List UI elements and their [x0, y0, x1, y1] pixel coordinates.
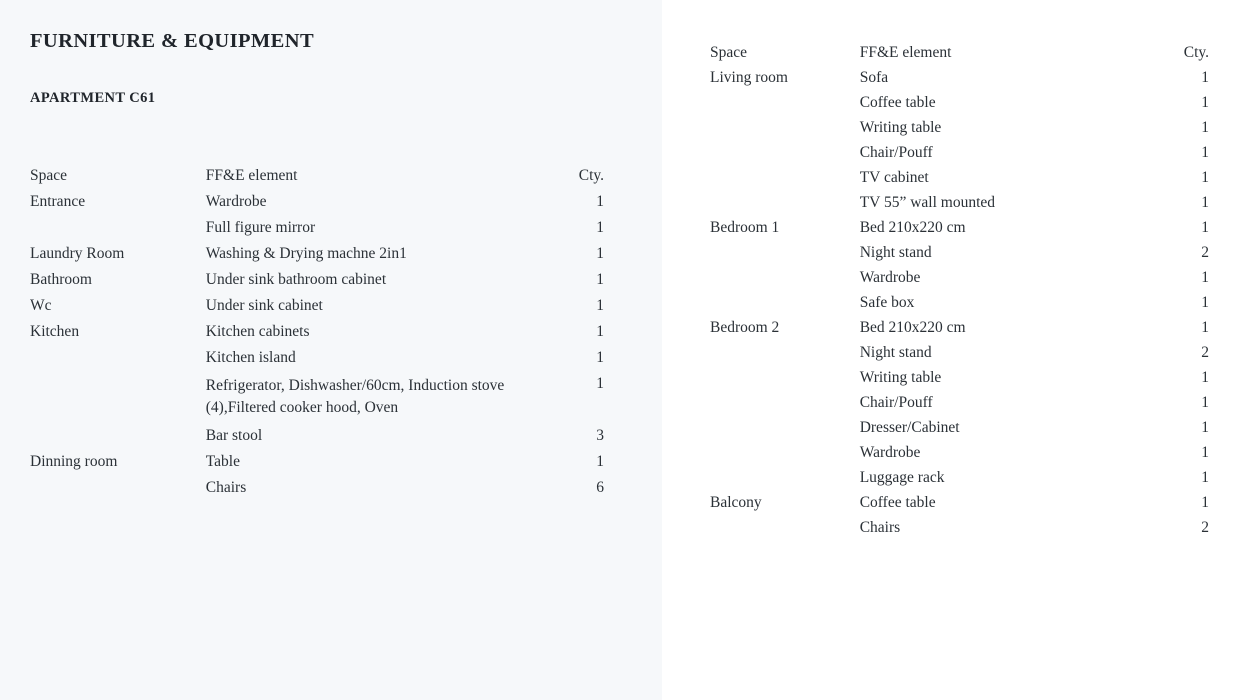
- table-row: [30, 349, 632, 375]
- cell-space: Kitchen: [30, 323, 80, 340]
- cell-space: [710, 444, 860, 469]
- cell-element: Full figure mirror: [205, 219, 316, 236]
- cell-qty: 6: [596, 479, 604, 496]
- cell-space: [30, 349, 206, 375]
- table-row: [710, 94, 1209, 119]
- cell-element: Coffee table: [859, 494, 936, 511]
- cell-element: Wardrobe: [205, 193, 267, 210]
- cell-space: [30, 427, 206, 453]
- cell-element: Refrigerator, Dishwasher/60cm, Induction stove (4),Filtered cooker hood, Oven: [205, 377, 505, 416]
- cell-space: [710, 469, 860, 494]
- table-row: [710, 269, 1209, 294]
- cell-qty: 1: [1201, 419, 1209, 436]
- cell-element: Kitchen island: [205, 349, 296, 366]
- column-header-qty: Cty.: [1183, 44, 1209, 61]
- cell-space: [710, 194, 860, 219]
- cell-qty: 1: [1201, 169, 1209, 186]
- cell-qty: 1: [596, 219, 604, 236]
- cell-space: Dinning room: [30, 453, 118, 470]
- cell-space: Living room: [710, 69, 788, 86]
- table-row: [30, 375, 632, 427]
- table-row: [710, 319, 1209, 344]
- table-row: [30, 453, 632, 479]
- table-header-row: [30, 167, 632, 193]
- cell-qty: 1: [1201, 369, 1209, 386]
- table-row: [710, 244, 1209, 269]
- cell-element: Sofa: [859, 69, 889, 86]
- cell-qty: 1: [1201, 69, 1209, 86]
- cell-qty: 1: [596, 245, 604, 262]
- ffe-table-right: [710, 44, 1209, 544]
- cell-qty: 1: [1201, 469, 1209, 486]
- cell-space: [710, 294, 860, 319]
- cell-qty: 1: [1201, 219, 1209, 236]
- table-row: [710, 194, 1209, 219]
- cell-space: [710, 244, 860, 269]
- cell-element: Kitchen cabinets: [205, 323, 310, 340]
- cell-space: Balcony: [710, 494, 762, 511]
- cell-space: [710, 344, 860, 369]
- right-column: [662, 0, 1239, 700]
- column-header-space: Space: [30, 167, 68, 184]
- cell-qty: 3: [596, 427, 604, 444]
- cell-qty: 1: [1201, 269, 1209, 286]
- cell-qty: 1: [1201, 194, 1209, 211]
- cell-element: Night stand: [859, 344, 932, 361]
- cell-space: [30, 219, 206, 245]
- column-header-space: Space: [710, 44, 748, 61]
- table-row: [710, 469, 1209, 494]
- cell-qty: 1: [1201, 394, 1209, 411]
- cell-space: [710, 119, 860, 144]
- cell-element: Wardrobe: [859, 269, 921, 286]
- cell-space: [710, 169, 860, 194]
- cell-space: Bedroom 2: [710, 319, 780, 336]
- cell-qty: 1: [596, 323, 604, 340]
- table-row: [30, 271, 632, 297]
- cell-space: [710, 94, 860, 119]
- cell-element: Bar stool: [205, 427, 263, 444]
- cell-space: Laundry Room: [30, 245, 125, 262]
- cell-qty: 1: [596, 375, 604, 392]
- page-subtitle: APARTMENT C61: [30, 90, 156, 106]
- cell-space: [710, 394, 860, 419]
- table-row: [30, 193, 632, 219]
- table-row: [710, 444, 1209, 469]
- cell-qty: 1: [596, 297, 604, 314]
- cell-qty: 1: [596, 271, 604, 288]
- cell-space: [710, 419, 860, 444]
- cell-element: Bed 210x220 cm: [859, 319, 966, 336]
- table-row: [30, 427, 632, 453]
- cell-space: [710, 369, 860, 394]
- cell-space: Entrance: [30, 193, 86, 210]
- column-header-qty: Cty.: [578, 167, 604, 184]
- cell-space: [710, 269, 860, 294]
- ffe-table-left-body: [30, 167, 632, 505]
- table-row: [710, 419, 1209, 444]
- cell-element: Dresser/Cabinet: [859, 419, 960, 436]
- table-row: [710, 119, 1209, 144]
- ffe-table-left: [30, 167, 632, 505]
- cell-element: Table: [205, 453, 240, 470]
- table-row: [710, 169, 1209, 194]
- page-title: FURNITURE & EQUIPMENT: [30, 30, 315, 52]
- cell-space: Wc: [30, 297, 52, 314]
- cell-qty: 1: [596, 453, 604, 470]
- table-row: [710, 294, 1209, 319]
- cell-element: TV cabinet: [859, 169, 929, 186]
- table-row: [710, 219, 1209, 244]
- cell-element: Chair/Pouff: [859, 144, 933, 161]
- table-row: [710, 369, 1209, 394]
- cell-qty: 1: [1201, 119, 1209, 136]
- table-row: [30, 323, 632, 349]
- cell-element: Chairs: [859, 519, 901, 536]
- cell-element: Luggage rack: [859, 469, 945, 486]
- cell-qty: 1: [1201, 444, 1209, 461]
- cell-qty: 1: [596, 193, 604, 210]
- cell-element: Coffee table: [859, 94, 936, 111]
- ffe-table-right-body: [710, 44, 1209, 544]
- cell-element: Under sink bathroom cabinet: [205, 271, 387, 288]
- cell-element: Bed 210x220 cm: [859, 219, 966, 236]
- cell-qty: 2: [1201, 344, 1209, 361]
- cell-qty: 1: [596, 349, 604, 366]
- table-row: [710, 519, 1209, 544]
- cell-element: Washing & Drying machne 2in1: [205, 245, 407, 262]
- cell-element: Writing table: [859, 369, 942, 386]
- cell-element: Wardrobe: [859, 444, 921, 461]
- cell-space: [710, 519, 860, 544]
- cell-element: TV 55” wall mounted: [859, 194, 996, 211]
- cell-qty: 1: [1201, 94, 1209, 111]
- table-row: [710, 69, 1209, 94]
- cell-qty: 1: [1201, 319, 1209, 336]
- table-row: [30, 245, 632, 271]
- cell-qty: 1: [1201, 144, 1209, 161]
- cell-qty: 1: [1201, 294, 1209, 311]
- cell-element: Writing table: [859, 119, 942, 136]
- table-row: [710, 394, 1209, 419]
- cell-qty: 2: [1201, 519, 1209, 536]
- cell-space: Bathroom: [30, 271, 92, 288]
- cell-element: Chair/Pouff: [859, 394, 933, 411]
- cell-space: [710, 144, 860, 169]
- cell-qty: 1: [1201, 494, 1209, 511]
- table-header-row: [710, 44, 1209, 69]
- cell-element: Under sink cabinet: [205, 297, 323, 314]
- column-header-element: FF&E element: [205, 167, 298, 184]
- cell-element: Safe box: [859, 294, 915, 311]
- cell-space: Bedroom 1: [710, 219, 780, 236]
- column-header-element: FF&E element: [859, 44, 952, 61]
- table-row: [30, 219, 632, 245]
- table-row: [30, 297, 632, 323]
- table-row: [30, 479, 632, 505]
- cell-space: [30, 479, 206, 505]
- cell-space: [30, 375, 206, 427]
- table-row: [710, 344, 1209, 369]
- cell-element: Chairs: [205, 479, 247, 496]
- table-row: [710, 144, 1209, 169]
- table-row: [710, 494, 1209, 519]
- cell-qty: 2: [1201, 244, 1209, 261]
- cell-element: Night stand: [859, 244, 932, 261]
